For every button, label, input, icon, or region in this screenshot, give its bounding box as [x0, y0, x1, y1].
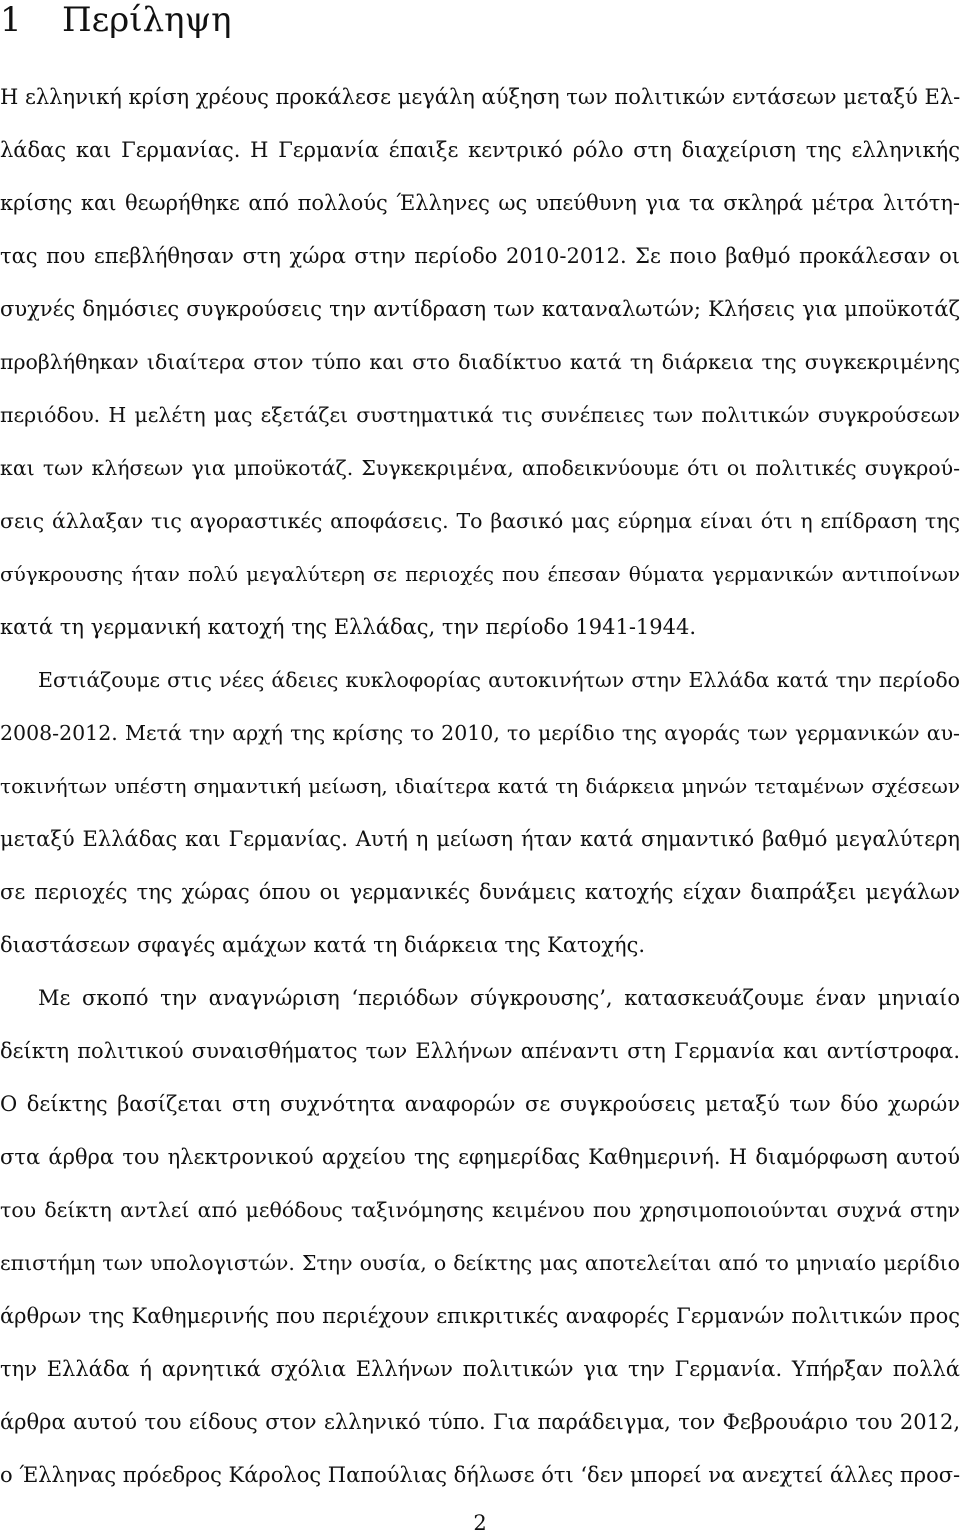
- text-line: σεις άλλαξαν τις αγοραστικές αποφάσεις. Το βασικό μας εύρημα είναι ότι η επίδραση της: [0, 509, 960, 533]
- text-line: κρίσης και θεωρήθηκε από πολλούς Έλληνες ως υπεύθυνη για τα σκληρά μέτρα λιτότη-: [0, 191, 960, 215]
- text-line: Ο δείκτης βασίζεται στη συχνότητα αναφορών σε συγκρούσεις μεταξύ των δύο χωρών: [0, 1092, 960, 1116]
- section-title: Περίληψη: [62, 0, 232, 40]
- text-line: ο Έλληνας πρόεδρος Κάρολος Παπούλιας δήλωσε ότι ‘δεν μπορεί να ανεχτεί άλλες προσ-: [0, 1463, 960, 1487]
- text-line: Με σκοπό την αναγνώριση ‘περιόδων σύγκρουσης’, κατασκευάζουμε έναν μηνιαίο: [38, 986, 960, 1010]
- text-line: λάδας και Γερμανίας. Η Γερμανία έπαιξε κεντρικό ρόλο στη διαχείριση της ελληνικής: [0, 138, 960, 162]
- text-line: την Ελλάδα ή αρνητικά σχόλια Ελλήνων πολιτικών για την Γερμανία. Υπήρξαν πολλά: [0, 1357, 960, 1381]
- text-line: σύγκρουσης ήταν πολύ μεγαλύτερη σε περιοχές που έπεσαν θύματα γερμανικών αντιποίνων: [0, 562, 960, 586]
- page-number: 2: [473, 1511, 487, 1535]
- text-line: περιόδου. Η μελέτη μας εξετάζει συστηματικά τις συνέπειες των πολιτικών συγκρούσεων: [0, 403, 960, 427]
- text-line: κατά τη γερμανική κατοχή της Ελλάδας, την περίοδο 1941-1944.: [0, 615, 697, 639]
- text-line: του δείκτη αντλεί από μεθόδους ταξινόμησης κειμένου που χρησιμοποιούνται συχνά στην: [0, 1198, 960, 1222]
- section-number: 1: [0, 0, 22, 40]
- text-line: στα άρθρα του ηλεκτρονικού αρχείου της εφημερίδας Καθημερινή. Η διαμόρφωση αυτού: [0, 1145, 960, 1169]
- text-line: συχνές δημόσιες συγκρούσεις την αντίδραση των καταναλωτών; Κλήσεις για μποϋκοτάζ: [0, 297, 960, 321]
- text-line: τοκινήτων υπέστη σημαντική μείωση, ιδιαίτερα κατά τη διάρκεια μηνών τεταμένων σχέσεων: [0, 774, 960, 798]
- text-line: μεταξύ Ελλάδας και Γερμανίας. Αυτή η μείωση ήταν κατά σημαντικό βαθμό μεγαλύτερη: [0, 827, 960, 851]
- text-line: άρθρων της Καθημερινής που περιέχουν επικριτικές αναφορές Γερμανών πολιτικών προς: [0, 1304, 960, 1328]
- text-line: διαστάσεων σφαγές αμάχων κατά τη διάρκεια της Κατοχής.: [0, 933, 646, 957]
- text-line: επιστήμη των υπολογιστών. Στην ουσία, ο δείκτης μας αποτελείται από το μηνιαίο μερίδιο: [0, 1251, 960, 1275]
- text-line: δείκτη πολιτικού συναισθήματος των Ελλήνων απέναντι στη Γερμανία και αντίστροφα.: [0, 1039, 960, 1063]
- section-heading: [0, 0, 232, 40]
- text-line: Η ελληνική κρίση χρέους προκάλεσε μεγάλη αύξηση των πολιτικών εντάσεων μεταξύ Ελ-: [0, 85, 960, 109]
- text-line: 2008-2012. Μετά την αρχή της κρίσης το 2010, το μερίδιο της αγοράς των γερμανικών αυ-: [0, 721, 960, 745]
- text-line: και των κλήσεων για μποϋκοτάζ. Συγκεκριμένα, αποδεικνύουμε ότι οι πολιτικές συγκρού-: [0, 456, 960, 480]
- text-line: σε περιοχές της χώρας όπου οι γερμανικές δυνάμεις κατοχής είχαν διαπράξει μεγάλων: [0, 880, 960, 904]
- text-line: άρθρα αυτού του είδους στον ελληνικό τύπο. Για παράδειγμα, τον Φεβρουάριο του 2012,: [0, 1410, 960, 1434]
- text-line: προβλήθηκαν ιδιαίτερα στον τύπο και στο διαδίκτυο κατά τη διάρκεια της συγκεκριμένης: [0, 350, 960, 374]
- text-line: Εστιάζουμε στις νέες άδειες κυκλοφορίας αυτοκινήτων στην Ελλάδα κατά την περίοδο: [38, 668, 960, 692]
- text-line: τας που επεβλήθησαν στη χώρα στην περίοδο 2010-2012. Σε ποιο βαθμό προκάλεσαν οι: [0, 244, 960, 268]
